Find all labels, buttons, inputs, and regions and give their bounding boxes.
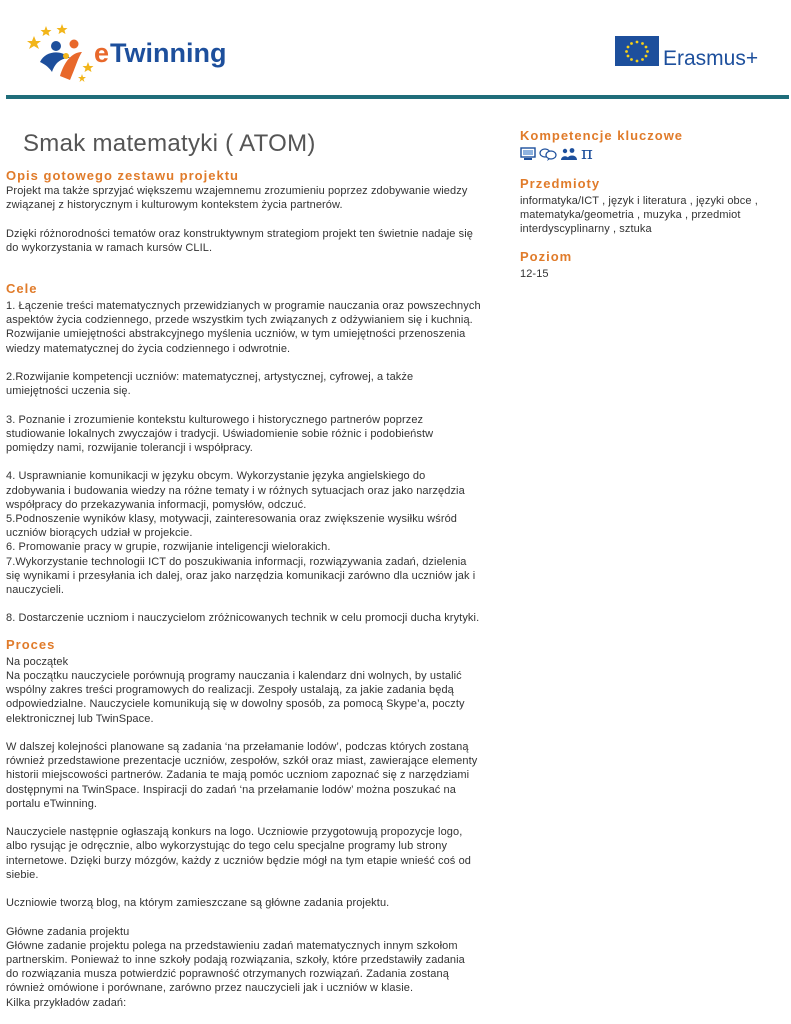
- page-header: [0, 0, 791, 100]
- section-text-proces: Na początek Na początku nauczyciele porównują programy nauczania i kalendarz dni wolnych, by ustalić wspólny zakres treści programowych do realizacji. Zespoły ustalają, za jakie zadania będą odpowiedzialne. Nauczyciele komunikują się w dowolny sposób, za pomocą Skype’a, poczty elektronicznej lub TwinSpace. W dalszej kolejności planowane są zadania ‘na przełamanie lodów’, podczas których zostaną również przedstawione prezentacje uczniów, zespołów, szkół oraz miast, zawierające elementy historii miejscowości partnerów. Zadania te mają pomóc uczniom zapoznać się z narzędziami dostępnymi na TwinSpace. Inspiracji do zadań ‘na przełamanie lodów’ można poszukać na portalu eTwinning. Nauczyciele następnie ogłaszają konkurs na logo. Uczniowie przygotowują propozycje logo, albo rysując je odręcznie, albo wykorzystując do tego celu specjalne programy lub strony internetowe. Dzięki burzy mózgów, każdy z uczniów będzie mógł na tym etapie wnieść coś od siebie. Uczniowie tworzą blog, na którym zamieszczane są główne zadania projektu. Główne zadania projektu Główne zadanie projektu polega na przedstawieniu zadań matematycznych innym szkołom partnerskim. Ponieważ to inne szkoły podają rozwiązania, szkoły, które przedstawiły zadania do rozwiązania musza potwierdzić poprawność otrzymanych rozwiązań. Zadania zostaną również omówione i porównane, zarówno przez nauczycieli jak i uczniów w klasie. Kilka przykładów zadań:: [6, 655, 478, 1009]
- speech-bubbles-icon: [539, 147, 557, 161]
- svg-text:Twinning: Twinning: [110, 38, 227, 68]
- section-text-opis: Projekt ma także sprzyjać większemu wzajemnemu zrozumieniu poprzez zdobywanie wiedzy związanej z historycznym i kulturowym kontekstem życia partnerów. Dzięki różnorodności tematów oraz konstruktywnym strategiom projekt ten świetnie nadaje się do wykorzystania w ramach kursów CLIL.: [6, 185, 474, 254]
- section-cele: [6, 281, 506, 626]
- svg-text:e: e: [94, 38, 110, 68]
- competence-icons: [520, 143, 780, 164]
- sidebar: [520, 128, 780, 281]
- section-heading-proces: Proces: [6, 636, 56, 652]
- sidebar-heading-poziom: Poziom: [520, 248, 573, 264]
- pi-icon: π: [581, 143, 593, 164]
- section-opis: [6, 168, 506, 255]
- sidebar-przedmioty: [520, 176, 780, 237]
- sidebar-heading-przedmioty: Przedmioty: [520, 176, 601, 191]
- etwinning-logo-mark: [26, 22, 236, 86]
- sidebar-text-poziom: 12-15: [520, 267, 549, 280]
- sidebar-text-przedmioty: informatyka/ICT , język i literatura , języki obce , matematyka/geometria , muzyka , przedmiot interdyscyplinarny , sztuka: [520, 195, 758, 236]
- page-title: Smak matematyki ( ATOM): [23, 130, 316, 157]
- section-heading-opis: Opis gotowego zestawu projektu: [6, 168, 239, 183]
- section-text-cele: 1. Łączenie treści matematycznych przewidzianych w programie nauczania oraz powszechnych aspektów życia codziennego, przede wszystkim tych związanych z odżywianiem się i kuchnią. Rozwijanie umiejętności abstrakcyjnego myślenia uczniów, w tym umiejętności przenoszenia wiedzy matematycznej do życia codziennego i odwrotnie. 2.Rozwijanie kompetencji uczniów: matematycznej, artystycznej, cyfrowej, a także umiejętności uczenia się. 3. Poznanie i zrozumienie kontekstu kulturowego i historycznego partnerów poprzez studiowanie lokalnych zwyczajów i tradycji. Uświadomienie sobie różnic i podobieństw pomiędzy nami, rozwijanie tolerancji i współpracy. 4. Usprawnianie komunikacji w języku obcym. Wykorzystanie języka angielskiego do zdobywania i budowania wiedzy na różne tematy i w różnych sytuacjach oraz jako narzędzia współpracy do przekazywania informacji, pomysłów, odczuć. 5.Podnoszenie wyników klasy, motywacji, zainteresowania oraz zwiększenie wysiłku wśród uczniów biorących udział w projekcie. 6. Promowanie pracy w grupie, rozwijanie inteligencji wielorakich. 7.Wykorzystanie technologii ICT do poszukiwania informacji, rozwiązywania zadań, dzielenia się wynikami i przesyłania ich dalej, oraz jako narzędzia komunikacji zarówno dla uczniów jak i nauczycieli. 8. Dostarczenie uczniom i nauczycielom zróżnicowanych technik w celu promocji ducha krytyki.: [6, 300, 481, 625]
- sidebar-poziom: [520, 249, 780, 281]
- main-content: [6, 128, 506, 1010]
- sidebar-kompetencje: [520, 128, 780, 162]
- computer-icon: [520, 147, 536, 161]
- people-group-icon: [560, 147, 578, 161]
- section-proces: [6, 637, 506, 1010]
- svg-text:Erasmus+: Erasmus+: [663, 47, 759, 70]
- sidebar-heading-kompetencje: Kompetencje kluczowe: [520, 128, 684, 143]
- etwinning-logo: [26, 22, 236, 86]
- header-divider: [6, 95, 789, 99]
- erasmus-logo: [615, 36, 765, 70]
- section-heading-cele: Cele: [6, 281, 38, 297]
- eu-flag-icon: [615, 36, 765, 70]
